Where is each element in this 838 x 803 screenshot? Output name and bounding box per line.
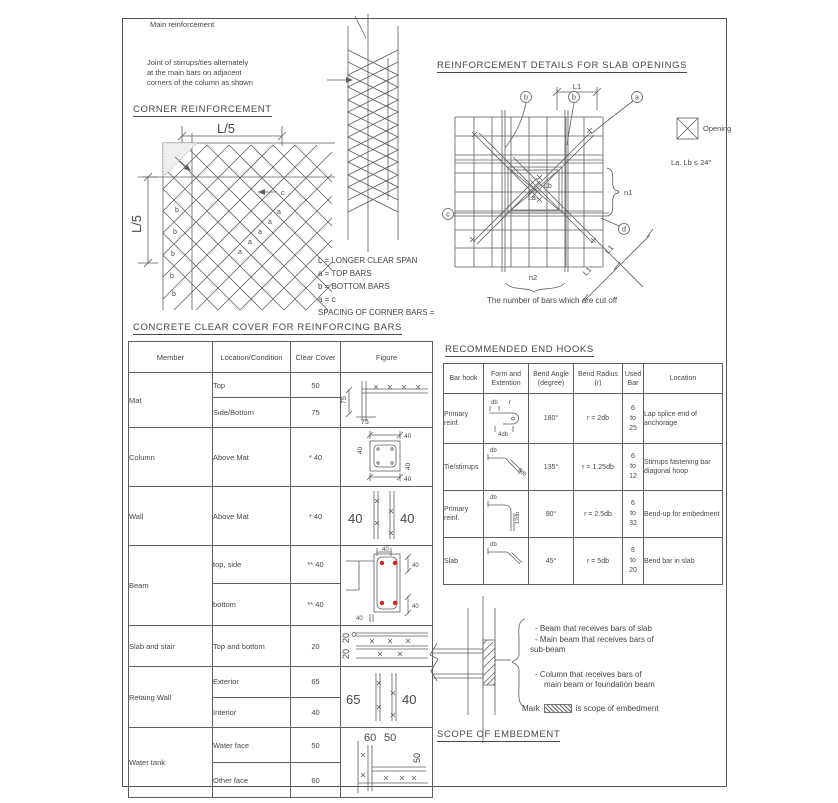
dim-label: 50: [383, 731, 396, 744]
header-bar-hook: Bar hook: [444, 364, 484, 394]
dim-l1-diag: L1: [603, 243, 616, 256]
mark-suffix: is scope of embedment: [575, 704, 659, 713]
dim-l1-diag: L1: [581, 265, 594, 278]
n2-brace: [505, 283, 565, 292]
embedment-mark-swatch: [544, 704, 572, 713]
tie-joint-arrow: [346, 77, 353, 83]
balloon-b: b: [524, 94, 528, 102]
embedment-note-2b: sub-beam: [530, 645, 566, 654]
member-column: Column: [129, 428, 213, 487]
table-row: Primary reinf. db 12db 90° r = 2.5db 6 to 32 Bend-up for embedment: [444, 491, 723, 538]
embedment-hatch: [483, 640, 495, 685]
dim-label: 40: [411, 604, 419, 610]
header-location: Location: [644, 364, 723, 394]
opening-symbol: [676, 117, 700, 141]
figure-mat: [341, 373, 433, 428]
figure-slab-stair: [341, 626, 433, 667]
stirrups-note-line1: Joint of stirrups/ties alternately: [147, 58, 249, 67]
table-header-row: [129, 342, 433, 373]
bar-label-a: a: [277, 209, 281, 216]
stirrups-note: [147, 58, 253, 88]
embedment-mark-note: [522, 702, 659, 715]
header-form-extention: Form and Extention: [484, 364, 529, 394]
balloon-c: c: [446, 211, 450, 219]
dim-l5-top: L/5: [216, 121, 236, 136]
dim-label: 40: [381, 547, 389, 553]
dim-label: 40: [399, 511, 414, 526]
hook-figure-45: [484, 538, 529, 585]
embedment-note-3a: - Column that receives bars of: [535, 670, 642, 679]
header-bend-angle: Bend Angle (degree): [529, 364, 574, 394]
table-row: Slab and stair Top and bottom 20 20 20: [129, 626, 433, 667]
header-figure: Figure: [341, 342, 433, 373]
dim-label: 40: [404, 462, 412, 470]
legend-line: L = LONGER CLEAR SPAN: [318, 256, 418, 265]
figure-column: [341, 428, 433, 487]
dim-label: 40: [403, 433, 411, 440]
table-row: Interior 40: [129, 697, 433, 728]
dim-label: 50: [411, 752, 422, 763]
bar-label-b: b: [171, 251, 175, 258]
clear-cover-title: CONCRETE CLEAR COVER FOR REINFORCING BARS: [133, 322, 402, 333]
dim-label: 65: [345, 692, 360, 707]
bar-label-a: a: [268, 219, 272, 226]
table-row: Primary reinf. db r 4db 180° r = 2db 6 to 25 Lap splice end of anchorage: [444, 394, 723, 444]
dim-l5-left: L/5: [129, 214, 144, 234]
table-row: Tie/stirrups db 6db 135° r = 1.25db 6 to 12 Stirrups fastening bar diagonal hoop: [444, 444, 723, 491]
embedment-note-3b: main beam or foundation beam: [544, 680, 655, 689]
bar-label-a: a: [248, 239, 252, 246]
clear-cover-table: [128, 341, 433, 798]
member-slab-stair: Slab and stair: [129, 626, 213, 667]
n1-brace: [607, 168, 619, 216]
bar-label-b: b: [175, 207, 179, 214]
figure-wall: [341, 487, 433, 546]
dim-label: 40: [411, 563, 419, 569]
table-row: Column Above Mat * 40 40 40 40 40: [129, 428, 433, 487]
bar-label-b: b: [173, 229, 177, 236]
member-wall: Wall: [129, 487, 213, 546]
hook-label: db: [490, 542, 497, 548]
dim-label: 40: [356, 446, 364, 454]
end-hooks-table: [443, 363, 723, 585]
stirrups-note-line3: corners of the column as shown: [147, 78, 253, 87]
table-row: Wall Above Mat * 40 40 40: [129, 487, 433, 546]
corner-reinforcement-diagram: [125, 113, 340, 318]
figure-water-tank: [341, 728, 433, 798]
hook-label: db: [490, 495, 497, 501]
bar-label-b: b: [170, 273, 174, 280]
corner-reinforcement-title: CORNER REINFORCEMENT: [133, 104, 272, 115]
balloon-a: a: [635, 94, 639, 102]
hook-label: 4db: [498, 431, 509, 438]
opening-label: Opening: [703, 124, 732, 133]
hook-label: db: [491, 399, 498, 406]
hook-label: 12db: [515, 511, 521, 524]
slab-openings-title: REINFORCEMENT DETAILS FOR SLAB OPENINGS: [437, 60, 688, 71]
member-water-tank: Water tank: [129, 728, 213, 798]
balloon-b: b: [572, 94, 576, 102]
legend-line: b = BOTTOM BARS: [318, 282, 390, 291]
stirrups-note-line2: at the main bars on adjacent: [147, 68, 242, 77]
dim-l1-top: L1: [572, 82, 582, 91]
table-row: bottom ** 40: [129, 584, 433, 626]
n2-label: n2: [528, 273, 538, 282]
embedment-note-2a: - Main beam that receives bars of: [535, 635, 654, 644]
table-row: Other face 60: [129, 763, 433, 798]
figure-beam: [341, 546, 433, 626]
table-row: Slab db 45° r = 5db 8 to 20 Bend bar in slab: [444, 538, 723, 585]
la-label: La: [528, 195, 536, 202]
hook-figure-90: [484, 491, 529, 538]
dim-label: 40: [403, 476, 411, 483]
table-row: Side/Bottom 75: [129, 398, 433, 428]
dim-label: 40: [401, 692, 416, 707]
table-header-row: [444, 364, 723, 394]
member-retaining-wall: Retaing Wall: [129, 667, 213, 728]
hook-figure-180: [484, 394, 529, 444]
hook-label: r: [509, 399, 511, 406]
figure-retaining-wall: [341, 667, 433, 728]
tie-lattice: [348, 50, 398, 212]
header-cover: Clear Cover: [291, 342, 341, 373]
dim-label: 40: [347, 511, 362, 526]
dim-label: 40: [355, 616, 363, 622]
slab-openings-diagram: [443, 80, 688, 310]
bar-label-b: b: [172, 291, 176, 298]
notes-brace: [509, 618, 527, 708]
corner-legend: [318, 254, 435, 319]
dim-label: 75: [340, 396, 348, 404]
bar-label-c: c: [281, 190, 285, 197]
embedment-note-1: - Beam that receives bars of slab: [535, 624, 652, 633]
end-hooks-title: RECOMMENDED END HOOKS: [445, 344, 594, 355]
hook-label: db: [490, 448, 497, 454]
lb-label: Lb: [544, 183, 552, 190]
mark-prefix: Mark: [522, 704, 540, 713]
legend-line: SPACING OF CORNER BARS =: [318, 308, 435, 317]
dim-label: 20: [340, 648, 351, 659]
bar-label-a: a: [258, 229, 262, 236]
hook-figure-135: [484, 444, 529, 491]
table-row: Water tank Water face 50 60 50 50: [129, 728, 433, 763]
member-mat: Mat: [129, 373, 213, 428]
table-row: Retaing Wall Exterior 65 65 40: [129, 667, 433, 698]
header-bend-radius: Bend Radius (r): [574, 364, 623, 394]
opening-size-note: La. Lb ≤ 24": [671, 158, 712, 167]
dim-label: 75: [360, 419, 369, 426]
dim-label: 60: [363, 731, 376, 744]
bar-label-a: a: [238, 249, 242, 256]
main-reinforcement-label: Main reinforcement: [150, 20, 215, 29]
balloon-d: d: [622, 226, 626, 234]
dim-label: 20: [340, 632, 351, 643]
member-beam: Beam: [129, 546, 213, 626]
n1-label: n1: [624, 188, 633, 197]
hook-label: 6db: [516, 467, 528, 478]
legend-line: a = TOP BARS: [318, 269, 372, 278]
column-ties-diagram: [325, 12, 420, 257]
table-row: Beam top, side ** 40 40 40 40 40: [129, 546, 433, 584]
cutoff-caption: The number of bars which are cut off: [487, 296, 618, 305]
header-used-bar: Used Bar: [623, 364, 644, 394]
table-row: Mat Top 50 75 75: [129, 373, 433, 398]
header-location: Location/Condition: [213, 342, 291, 373]
legend-line: a = c: [318, 295, 336, 304]
scope-of-embedment-title: SCOPE OF EMBEDMENT: [437, 729, 561, 740]
header-member: Member: [129, 342, 213, 373]
